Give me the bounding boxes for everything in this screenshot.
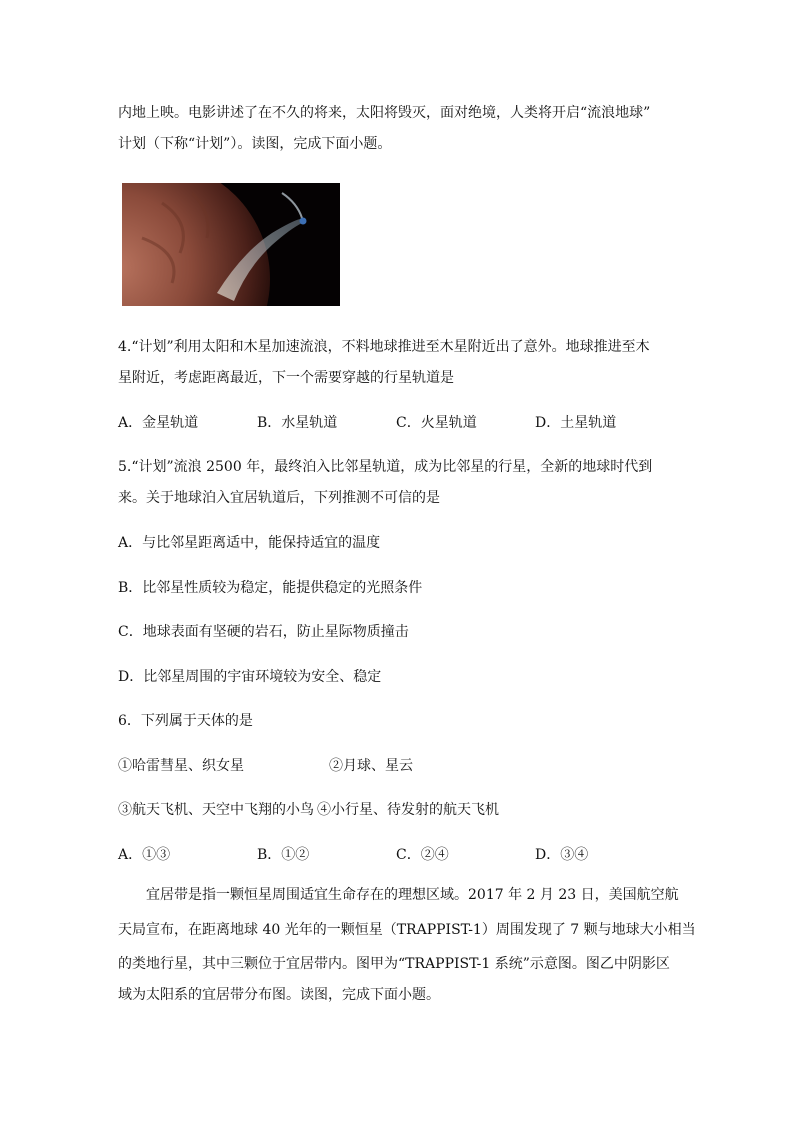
q6-item-4: ④小行星、待发射的航天飞机 <box>317 802 499 818</box>
intro-line-1: 内地上映。电影讲述了在不久的将来，太阳将毁灭，面对绝境，人类将开启“流浪地球” <box>118 105 651 121</box>
passage-line-1: 宜居带是指一颗恒星周围适宜生命存在的理想区域。2017 年 2 月 23 日，美国航空航 <box>146 887 679 903</box>
q5-stem-line-2: 来。关于地球泊入宜居轨道后，下列推测不可信的是 <box>118 490 440 506</box>
q4-option-a[interactable]: A．金星轨道 <box>118 415 199 431</box>
q6-option-b[interactable]: B．①② <box>257 847 310 863</box>
q4-option-c[interactable]: C．火星轨道 <box>396 415 477 431</box>
passage-line-4: 域为太阳系的宜居带分布图。读图，完成下面小题。 <box>118 987 440 1003</box>
q6-option-c[interactable]: C．②④ <box>396 847 449 863</box>
q5-stem-line-1: 5.“计划”流浪 2500 年，最终泊入比邻星轨道，成为比邻星的行星，全新的地球时代到 <box>118 459 653 475</box>
q6-option-d[interactable]: D．③④ <box>535 847 589 863</box>
q6-item-1: ①哈雷彗星、织女星 <box>118 758 244 774</box>
q5-option-d[interactable]: D．比邻星周围的宇宙环境较为安全、稳定 <box>118 669 382 685</box>
q5-option-c[interactable]: C．地球表面有坚硬的岩石，防止星际物质撞击 <box>118 624 409 640</box>
q4-option-b[interactable]: B．水星轨道 <box>257 415 338 431</box>
q4-stem-line-2: 星附近，考虑距离最近，下一个需要穿越的行星轨道是 <box>118 370 454 386</box>
q5-option-b[interactable]: B．比邻星性质较为稳定，能提供稳定的光照条件 <box>118 580 423 596</box>
q5-option-a[interactable]: A．与比邻星距离适中，能保持适宜的温度 <box>118 535 381 551</box>
intro-line-2: 计划（下称“计划”）。读图，完成下面小题。 <box>118 136 392 152</box>
q6-item-2: ②月球、星云 <box>329 758 413 774</box>
wandering-earth-image <box>122 183 340 306</box>
q4-stem-line-1: 4.“计划”利用太阳和木星加速流浪，不料地球推进至木星附近出了意外。地球推进至木 <box>118 339 650 355</box>
q6-stem: 6．下列属于天体的是 <box>118 713 253 729</box>
q6-option-a[interactable]: A．①③ <box>118 847 171 863</box>
passage-line-2: 天局宣布，在距离地球 40 光年的一颗恒星（TRAPPIST-1）周围发现了 7 颗与地球大小相当 <box>118 922 696 938</box>
q6-item-3: ③航天飞机、天空中飞翔的小鸟 <box>118 802 314 818</box>
q4-option-d[interactable]: D．土星轨道 <box>535 415 617 431</box>
passage-line-3: 的类地行星，其中三颗位于宜居带内。图甲为“TRAPPIST-1 系统”示意图。图乙中阴影区 <box>118 956 670 972</box>
